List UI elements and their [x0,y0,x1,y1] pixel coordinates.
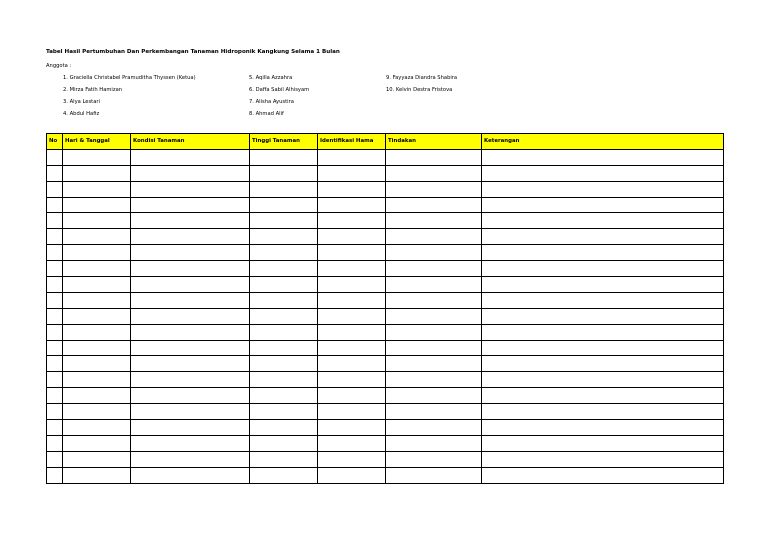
table-cell[interactable] [318,420,386,436]
table-cell[interactable] [250,213,318,229]
table-cell[interactable] [386,467,482,483]
table-cell[interactable] [47,213,63,229]
member-item: 1. Graciella Christabel Pramuditha Thyssen (Ketua) [63,75,196,81]
table-cell[interactable] [318,165,386,181]
table-cell[interactable] [131,324,250,340]
header-plant-height: Tinggi Tanaman [250,134,318,150]
table-cell[interactable] [482,388,724,404]
table-cell[interactable] [482,261,724,277]
table-cell[interactable] [482,245,724,261]
table-cell[interactable] [131,467,250,483]
table-cell[interactable] [482,229,724,245]
table-cell[interactable] [386,388,482,404]
member-item: 3. Alya Lestari [63,99,100,105]
table-cell[interactable] [131,308,250,324]
table-cell[interactable] [386,420,482,436]
table-cell[interactable] [318,324,386,340]
table-row [47,229,724,245]
table-cell[interactable] [482,149,724,165]
table-cell[interactable] [47,149,63,165]
table-row [47,245,724,261]
table-cell[interactable] [63,165,131,181]
header-action: Tindakan [386,134,482,150]
table-cell[interactable] [318,277,386,293]
table-cell[interactable] [482,165,724,181]
table-cell[interactable] [250,340,318,356]
table-cell[interactable] [131,435,250,451]
member-item: 8. Ahmad Alif [249,111,284,117]
table-cell[interactable] [63,149,131,165]
table-row [47,308,724,324]
table-cell[interactable] [131,277,250,293]
table-cell[interactable] [250,420,318,436]
header-notes: Keterangan [482,134,724,150]
table-cell[interactable] [47,372,63,388]
table-cell[interactable] [250,451,318,467]
table-cell[interactable] [386,165,482,181]
table-cell[interactable] [63,324,131,340]
table-cell[interactable] [131,197,250,213]
table-cell[interactable] [318,467,386,483]
table-cell[interactable] [250,435,318,451]
table-cell[interactable] [386,277,482,293]
table-cell[interactable] [131,420,250,436]
table-cell[interactable] [250,197,318,213]
table-cell[interactable] [250,388,318,404]
table-cell[interactable] [63,308,131,324]
table-cell[interactable] [386,229,482,245]
table-cell[interactable] [63,261,131,277]
table-cell[interactable] [47,308,63,324]
table-cell[interactable] [482,340,724,356]
table-cell[interactable] [386,292,482,308]
table-cell[interactable] [63,467,131,483]
member-item: 4. Abdul Hafiz [63,111,100,117]
table-cell[interactable] [386,197,482,213]
table-header-row [47,134,724,150]
table-row [47,165,724,181]
table-cell[interactable] [250,308,318,324]
table-cell[interactable] [318,340,386,356]
table-cell[interactable] [63,245,131,261]
header-date: Hari & Tanggal [63,134,131,150]
table-row [47,261,724,277]
member-item: 10. Kelvin Destra Fristova [386,87,453,93]
member-item: 9. Fayyaza Diandra Shabira [386,75,458,81]
table-row [47,277,724,293]
table-cell[interactable] [482,356,724,372]
table-cell[interactable] [318,435,386,451]
table-cell[interactable] [318,149,386,165]
table-cell[interactable] [63,404,131,420]
table-cell[interactable] [131,356,250,372]
table-cell[interactable] [386,372,482,388]
table-cell[interactable] [482,435,724,451]
table-cell[interactable] [318,261,386,277]
table-cell[interactable] [482,197,724,213]
table-cell[interactable] [47,404,63,420]
table-cell[interactable] [131,149,250,165]
table-cell[interactable] [63,213,131,229]
table-cell[interactable] [47,451,63,467]
table-cell[interactable] [386,181,482,197]
growth-log-table [46,133,724,484]
table-cell[interactable] [318,372,386,388]
member-item: 6. Daffa Sabil Alhisyam [249,87,310,93]
table-cell[interactable] [482,181,724,197]
table-cell[interactable] [318,356,386,372]
table-cell[interactable] [250,356,318,372]
table-cell[interactable] [318,197,386,213]
table-cell[interactable] [386,213,482,229]
table-cell[interactable] [482,277,724,293]
table-row [47,292,724,308]
table-cell[interactable] [47,388,63,404]
table-cell[interactable] [482,213,724,229]
table-cell[interactable] [47,467,63,483]
table-cell[interactable] [47,420,63,436]
table-row [47,340,724,356]
table-cell[interactable] [250,165,318,181]
table-cell[interactable] [250,245,318,261]
table-cell[interactable] [250,181,318,197]
table-cell[interactable] [63,292,131,308]
header-pest-identification: Identifikasi Hama [318,134,386,150]
member-item: 5. Aqilla Azzahra [249,75,293,81]
table-cell[interactable] [482,292,724,308]
document-title: Tabel Hasil Pertumbuhan Dan Perkembangan Tanaman Hidroponik Kangkung Selama 1 Bulan [46,49,340,55]
table-row [47,356,724,372]
table-row [47,420,724,436]
table-cell[interactable] [318,388,386,404]
table-cell[interactable] [386,340,482,356]
table-cell[interactable] [131,165,250,181]
table-cell[interactable] [47,197,63,213]
table-cell[interactable] [47,324,63,340]
table-row [47,372,724,388]
table-cell[interactable] [250,149,318,165]
table-row [47,197,724,213]
table-cell[interactable] [386,308,482,324]
table-cell[interactable] [47,245,63,261]
table-row [47,451,724,467]
table-cell[interactable] [47,277,63,293]
table-cell[interactable] [63,181,131,197]
table-cell[interactable] [47,292,63,308]
table-cell[interactable] [47,340,63,356]
table-row [47,388,724,404]
table-cell[interactable] [250,229,318,245]
table-cell[interactable] [47,229,63,245]
table-cell[interactable] [63,356,131,372]
table-cell[interactable] [131,388,250,404]
header-no: No [47,134,63,150]
table-row [47,324,724,340]
table-cell[interactable] [47,356,63,372]
table-cell[interactable] [47,261,63,277]
table-cell[interactable] [131,229,250,245]
table-cell[interactable] [318,308,386,324]
table-cell[interactable] [318,245,386,261]
table-cell[interactable] [318,292,386,308]
table-cell[interactable] [131,213,250,229]
table-cell[interactable] [250,292,318,308]
table-cell[interactable] [482,308,724,324]
table-cell[interactable] [386,324,482,340]
table-cell[interactable] [47,181,63,197]
table-row [47,467,724,483]
member-item: 7. Alisha Ayustira [249,99,294,105]
table-cell[interactable] [63,277,131,293]
table-cell[interactable] [131,292,250,308]
table-cell[interactable] [482,404,724,420]
table-cell[interactable] [131,181,250,197]
table-row [47,435,724,451]
table-cell[interactable] [63,340,131,356]
table-cell[interactable] [131,404,250,420]
table-cell[interactable] [250,261,318,277]
table-cell[interactable] [131,451,250,467]
table-cell[interactable] [63,451,131,467]
table-cell[interactable] [386,404,482,420]
table-cell[interactable] [250,277,318,293]
table-cell[interactable] [131,340,250,356]
table-cell[interactable] [63,435,131,451]
table-cell[interactable] [63,229,131,245]
header-plant-condition: Kondisi Tanaman [131,134,250,150]
table-cell[interactable] [250,324,318,340]
table-cell[interactable] [482,420,724,436]
member-item: 2. Mirza Fatih Hamizan [63,87,123,93]
table-cell[interactable] [131,245,250,261]
table-cell[interactable] [250,467,318,483]
table-cell[interactable] [131,261,250,277]
table-cell[interactable] [47,435,63,451]
table-cell[interactable] [386,149,482,165]
table-cell[interactable] [318,181,386,197]
table-cell[interactable] [63,388,131,404]
table-cell[interactable] [386,245,482,261]
table-cell[interactable] [250,372,318,388]
table-cell[interactable] [318,404,386,420]
table-cell[interactable] [318,213,386,229]
table-body [47,149,724,483]
table-cell[interactable] [63,420,131,436]
table-cell[interactable] [482,451,724,467]
table-cell[interactable] [47,165,63,181]
table-cell[interactable] [482,467,724,483]
table-row [47,404,724,420]
table-row [47,181,724,197]
table-cell[interactable] [250,404,318,420]
table-cell[interactable] [318,451,386,467]
table-row [47,149,724,165]
table-cell[interactable] [386,356,482,372]
table-cell[interactable] [63,372,131,388]
table-row [47,213,724,229]
members-label: Anggota : [46,63,72,69]
table-cell[interactable] [318,229,386,245]
table-cell[interactable] [386,435,482,451]
table-cell[interactable] [386,261,482,277]
table-cell[interactable] [386,451,482,467]
table-cell[interactable] [63,197,131,213]
table-cell[interactable] [131,372,250,388]
table-cell[interactable] [482,324,724,340]
table-cell[interactable] [482,372,724,388]
